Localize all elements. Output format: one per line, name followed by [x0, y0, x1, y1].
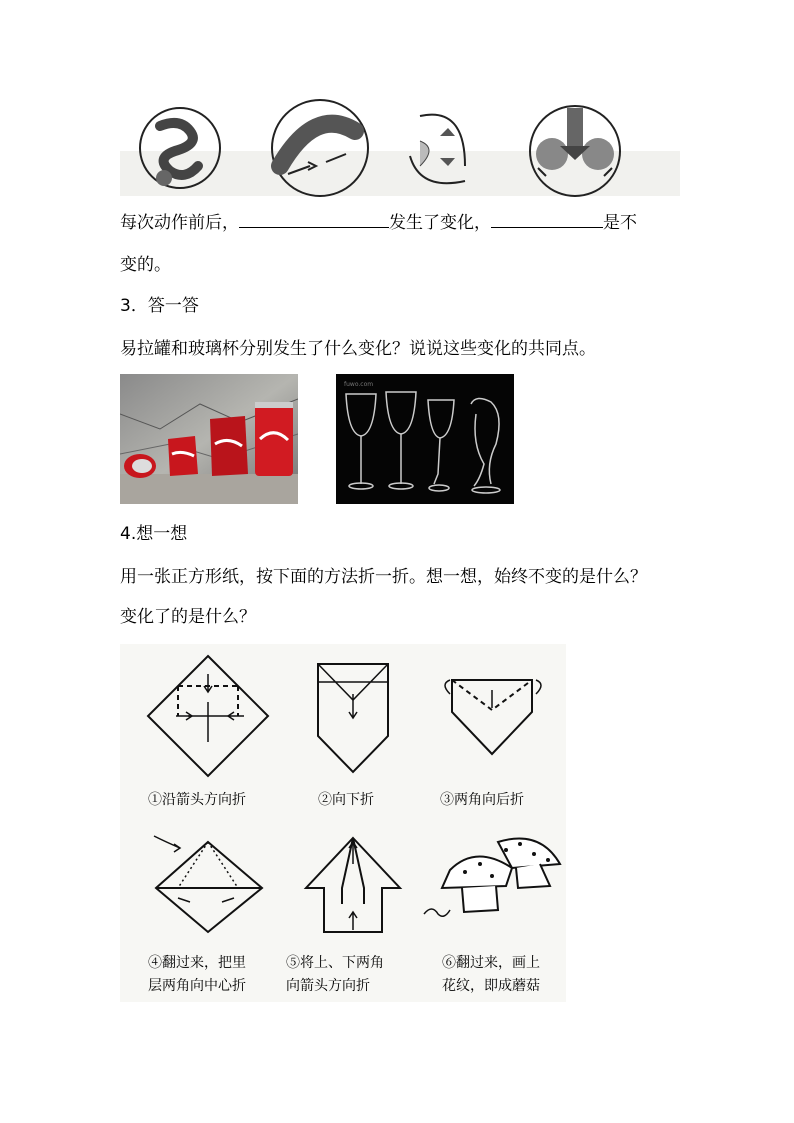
fold-step-6-caption-line-1: ⑥翻过来，画上 — [442, 955, 540, 971]
answer-blank-1[interactable] — [239, 209, 389, 228]
section-4-heading: 4.想一想 — [120, 524, 188, 544]
fill-in-sentence — [120, 209, 637, 235]
photo-watermark: fuwo.com — [344, 381, 374, 388]
fold-steps-row-1-drawings — [120, 644, 566, 794]
sentence-part-1: 每次动作前后， — [120, 213, 239, 233]
fold-steps-row-2-drawings — [120, 824, 566, 944]
fold-step-3-caption: ③两角向后折 — [440, 792, 524, 808]
twist-icon — [140, 108, 220, 188]
motion-icons-illustration — [120, 96, 680, 200]
answer-blank-2[interactable] — [491, 209, 603, 228]
sentence-part-3: 是不 — [603, 213, 637, 233]
fold-step-5-caption-line-2: 向箭头方向折 — [286, 978, 370, 994]
melting-glasses-photo — [336, 374, 514, 504]
sentence-part-2: 发生了变化， — [389, 213, 491, 233]
fold-step-5-caption-line-1: ⑤将上、下两角 — [286, 955, 384, 971]
fold-step-4-caption-line-2: 层两角向中心折 — [148, 978, 246, 994]
fold-step-4-caption-line-1: ④翻过来，把里 — [148, 955, 246, 971]
section-3-heading: 3．答一答 — [120, 296, 199, 316]
section-4-question-line-2: 变化了的是什么？ — [120, 607, 256, 627]
fold-step-6-caption-line-2: 花纹，即成蘑菇 — [442, 978, 540, 994]
folding-diagram — [120, 644, 566, 1002]
section-4-question-line-1: 用一张正方形纸，按下面的方法折一折。想一想，始终不变的是什么？ — [120, 567, 647, 587]
sentence-continuation: 变的。 — [120, 255, 171, 275]
fold-step-2-caption: ②向下折 — [318, 792, 374, 808]
crushed-cans-photo — [120, 374, 298, 504]
section-3-question: 易拉罐和玻璃杯分别发生了什么变化？说说这些变化的共同点。 — [120, 339, 596, 359]
fold-step-1-caption: ①沿箭头方向折 — [148, 792, 246, 808]
